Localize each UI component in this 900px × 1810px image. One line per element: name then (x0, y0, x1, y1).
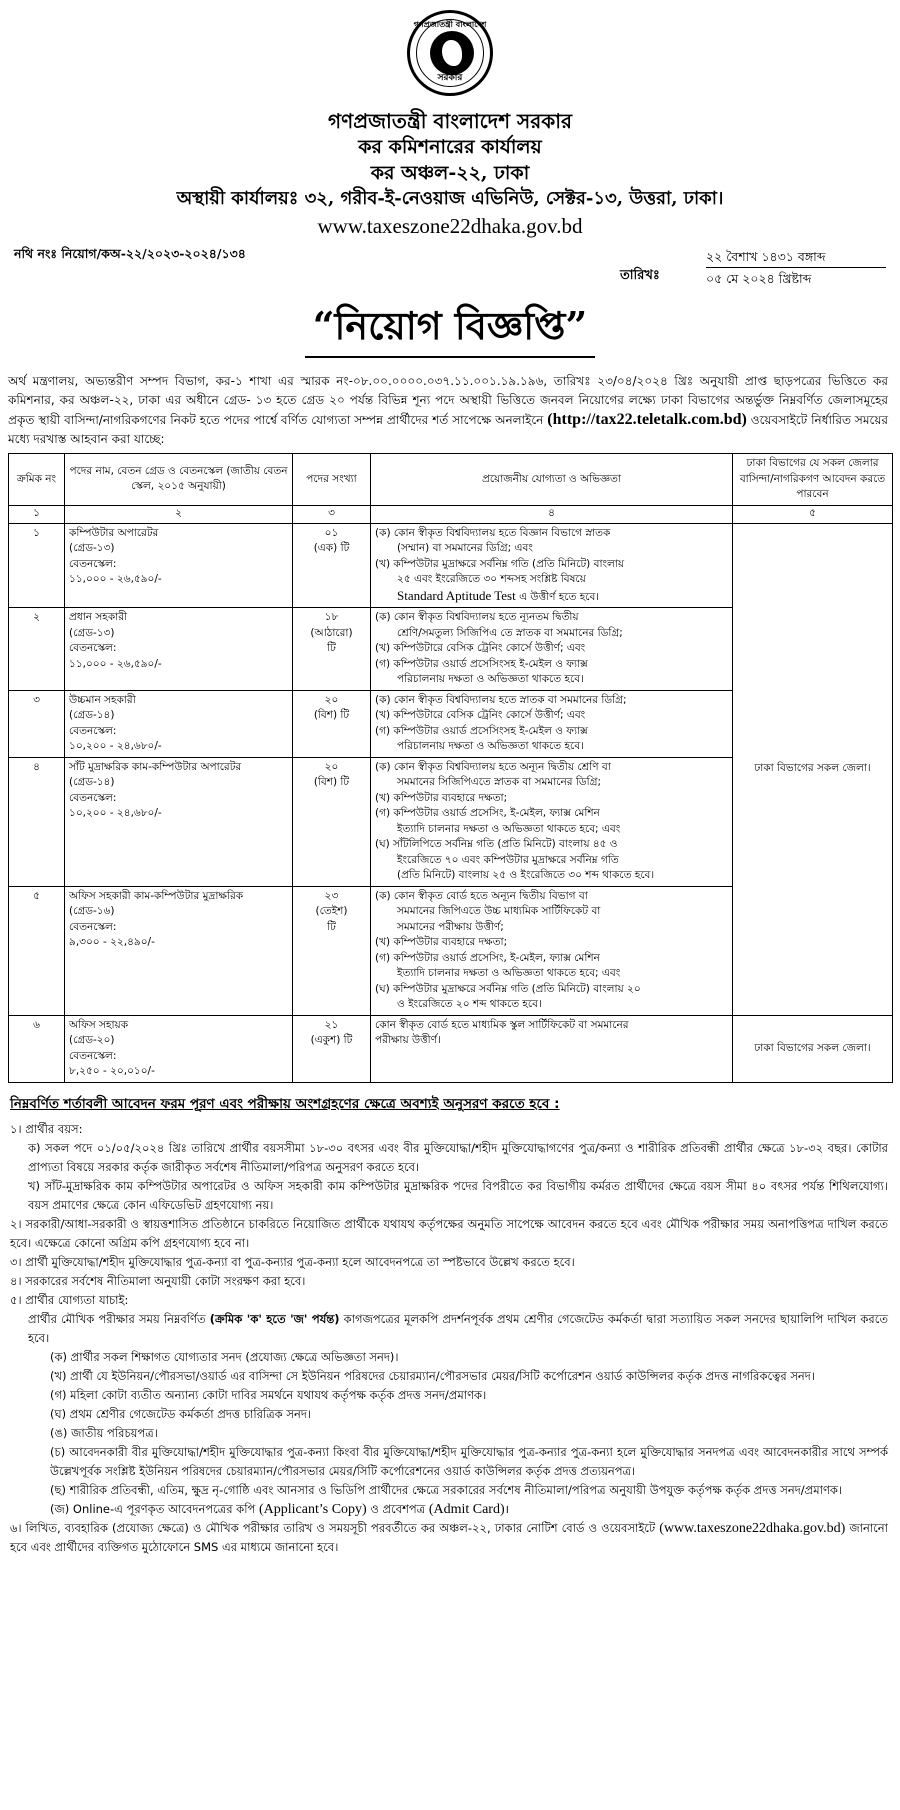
c6-c: জানানো হবে এবং প্রার্থীদের ব্যক্তিগত মুঠোফোনে SMS এর মাধ্যমে জানানো হবে। (10, 1520, 888, 1554)
post-grade: (গ্রেড-২০) (69, 1034, 115, 1046)
col-header-count: পদের সংখ্যা (293, 454, 371, 506)
qualification-line: (ক) কোন স্বীকৃত বিশ্ববিদ্যালয় হতে বিজ্ঞান বিভাগে স্নাতক (375, 526, 611, 539)
qualification-line: (সম্মান) বা সমমানের ডিগ্রি; এবং (397, 542, 533, 554)
qualification-line: ২৫ এবং ইংরেজিতে ৩০ শব্দসহ সংশ্লিষ্ট বিষয়ে (397, 573, 586, 585)
post-count-words: (এক) টি (313, 542, 350, 554)
row-post (65, 757, 293, 886)
header-website: www.taxeszone22dhaka.gov.bd (317, 214, 583, 238)
row-qualification (371, 608, 733, 691)
qualification-latin: Standard Aptitude Test (397, 587, 516, 603)
conditions-title: নিম্নবর্ণিত শর্তাবলী আবেদন ফরম পূরণ এবং পরীক্ষায় অংশগ্রহণের ক্ষেত্রে অবশ্যই অনুসরণ করতে হবে : (10, 1095, 560, 1112)
qualification-line: (খ) কম্পিউটারে বেসিক ট্রেনিং কোর্সে উত্তীর্ণ; এবং (375, 709, 586, 721)
intro-text-end: ওয়েবসাইটে নির্ধারিত সময়ের মধ্যে দরখাস্ত আহবান করা যাচ্ছে: (8, 413, 888, 446)
qualification-line: (খ) কম্পিউটারে বেসিক ট্রেনিং কোর্সে উত্তীর্ণ; এবং (375, 642, 586, 654)
table-row (9, 1015, 893, 1082)
post-count: ০১ (324, 526, 339, 539)
seal-bottom-text: সরকার (437, 73, 463, 83)
letterhead (0, 10, 900, 240)
header-office: কর কমিশনারের কার্যালয় (358, 136, 542, 158)
post-scale-label: বেতনস্কেল: (69, 642, 117, 654)
post-scale: ৮,২৫০ - ২০,০১০/- (69, 1065, 155, 1077)
qualification-line: ইত্যাদি চালনার দক্ষতা ও অভিজ্ঞতা থাকতে হবে; এবং (397, 822, 621, 835)
post-scale-label: বেতনস্কেল: (69, 557, 117, 570)
row-serial: ৬ (9, 1015, 65, 1082)
qualification-line: (ঘ) কম্পিউটার মুদ্রাক্ষরে সর্বনিম্ন গতি (প্রতি মিনিটে) বাংলায় ২০ (375, 982, 641, 995)
post-grade: (গ্রেড-১৪) (69, 776, 115, 788)
post-grade: (গ্রেড-১৪) (69, 709, 115, 721)
row-serial: ১ (9, 523, 65, 608)
posts-table (8, 453, 893, 1083)
row-count (293, 757, 371, 886)
qualification-line: (ক) কোন স্বীকৃত বিশ্ববিদ্যালয় হতে স্নাতক বা সমমানের ডিগ্রি; (375, 693, 627, 706)
post-count-unit: টি (327, 642, 336, 654)
col-number: ৫ (733, 505, 893, 523)
col-header-post: পদের নাম, বেতন গ্রেড ও বেতনস্কেল (জাতীয় বেতন স্কেল, ২০১৫ অনুযায়ী) (65, 454, 293, 506)
condition-item: ১। প্রার্থীর বয়স: (10, 1121, 83, 1136)
post-scale-label: বেতনস্কেল: (69, 920, 117, 933)
row-qualification (371, 1015, 733, 1082)
document-item: (গ) মহিলা কোটা ব্যতীত অন্যান্য কোটা দাবির সমর্থনে যথাযথ কর্তৃপক্ষ কর্তৃক প্রদত্ত সনদ/প্রমাণক। (50, 1387, 487, 1402)
qualification-line: ইত্যাদি চালনার দক্ষতা ও অভিজ্ঞতা থাকতে হবে; এবং (397, 967, 621, 979)
row-count (293, 608, 371, 691)
post-scale: ১১,০০০ - ২৬,৫৯০/- (69, 573, 162, 585)
post-grade: (গ্রেড-১৬) (69, 905, 115, 917)
row-qualification (371, 886, 733, 1015)
c5j-d: (Admit Card) (428, 1501, 505, 1517)
row-qualification (371, 523, 733, 608)
post-grade: (গ্রেড-১৩) (69, 626, 115, 639)
c5j-a: (জ) Online-এ পূরণকৃত আবেদনপত্রের কপি (50, 1501, 259, 1516)
date-bangla: ২২ বৈশাখ ১৪৩১ বঙ্গাব্দ (706, 246, 886, 268)
header-government: গণপ্রজাতন্ত্রী বাংলাদেশ সরকার (328, 109, 572, 133)
col-header-serial: ক্রমিক নং (9, 454, 65, 506)
post-count: ১৮ (324, 611, 339, 623)
qualification-line: সমমানের পরীক্ষায় উত্তীর্ণ; (397, 920, 504, 933)
col-header-qualification: প্রয়োজনীয় যোগ্যতা ও অভিজ্ঞতা (371, 454, 733, 506)
condition-subitem: খ) সাঁট-মুদ্রাক্ষরিক কাম কম্পিউটার অপারেটর ও অফিস সহকারী কাম কম্পিউটার মুদ্রাক্ষরিক পদের বিপরীতে কর বিভাগীয় কর্মরত প্রার্থীদের ক্ষেত্রে বয়স সীমা ৪০ বৎসর পর্যন্ত শিথিলযোগ্য। বয়স প্রমাণের ক্ষেত্রে কোন এফিডেভিট গ্রহণযোগ্য নয়। (28, 1178, 888, 1212)
header-address: অস্থায়ী কার্যালয়ঃ ৩২, গরীব-ই-নেওয়াজ এভিনিউ, সেক্টর-১৩, উত্তরা, ঢাকা। (176, 188, 724, 209)
post-count-unit: টি (327, 920, 336, 933)
qualification-line: (গ) কম্পিউটার ওয়ার্ড প্রসেসিং, ই-মেইল, ফ্যাক্স মেশিন (375, 807, 600, 819)
row-serial: ৩ (9, 690, 65, 757)
c5j-b: (Applicant’s Copy) (258, 1501, 367, 1517)
c5j-c: ও প্রবেশপত্র (366, 1501, 429, 1516)
qualification-line: পরিচালনায় দক্ষতা ও অভিজ্ঞতা থাকতে হবে। (397, 740, 584, 752)
post-count: ২০ (324, 760, 339, 773)
post-name: কম্পিউটার অপারেটর (69, 526, 159, 539)
qualification-line: সমমানের জিপিএতে উচ্চ মাধ্যমিক সার্টিফিকেট বা (397, 905, 601, 917)
qualification-line: সমমানের সিজিপিএতে স্নাতক বা সমমানের ডিগ্রি; (397, 776, 601, 788)
condition-item (10, 1519, 888, 1557)
row-district-group: ঢাকা বিভাগের সকল জেলা। (733, 523, 893, 1015)
row-qualification (371, 757, 733, 886)
qualification-line: পরিচালনায় দক্ষতা ও অভিজ্ঞতা থাকতে হবে। (397, 673, 584, 685)
row-qualification (371, 690, 733, 757)
c5-intro-a: প্রার্থীর মৌখিক পরীক্ষার সময় নিম্নবর্ণিত (28, 1311, 210, 1326)
conditions-list (10, 1120, 888, 1557)
qualification-line (375, 588, 728, 606)
document-item: (ছ) শারীরিক প্রতিবন্ধী, এতিম, ক্ষুদ্র নৃ-গোষ্ঠি এবং আনসার ও ভিডিপি প্রার্থীদের ক্ষেত্রে সরকারের সর্বশেষ নীতিমালা/পরিপত্র অনুযায়ী উপযুক্ত কর্তৃপক্ষ কর্তৃক প্রদত্ত সনদ/প্রমাণক। (50, 1482, 843, 1497)
row-post (65, 1015, 293, 1082)
c6-a: ৬। লিখিত, ব্যবহারিক (প্রযোজ্য ক্ষেত্রে) ও মৌখিক পরীক্ষার তারিখ ও সময়সূচী পরবর্তীতে কর অঞ্চল-২২, ঢাকার নোটিশ বোর্ড ও ওয়েবসাইটে (10, 1520, 660, 1535)
row-post (65, 886, 293, 1015)
date-box (706, 246, 886, 289)
qualification-line: শ্রেণি/সমতুল্য সিজিপিএ তে স্নাতক বা সমমানের ডিগ্রি; (397, 626, 623, 639)
qualification-line: (ক) কোন স্বীকৃত বোর্ড হতে অন্যূন দ্বিতীয় বিভাগ বা (375, 889, 588, 902)
condition-subitem (10, 1310, 888, 1348)
document-item (10, 1500, 888, 1519)
document-item: (খ) প্রার্থী যে ইউনিয়ন/পৌরসভা/ওয়ার্ড এর বাসিন্দা সে ইউনিয়ন পরিষদের চেয়ারম্যান/পৌরসভার মেয়র/সিটি কর্পোরেশন ওয়ার্ড কাউন্সিলর কর্তৃক প্রদত্ত নাগরিকত্বের সনদ। (50, 1368, 815, 1383)
post-name: অফিস সহকারী কাম-কম্পিউটার মুদ্রাক্ষরিক (69, 889, 244, 902)
post-count-words: (বিশ) টি (313, 709, 350, 721)
intro-paragraph (8, 372, 888, 449)
condition-subitem: ক) সকল পদে ০১/০৫/২০২৪ খ্রিঃ তারিখে প্রার্থীর বয়সসীমা ১৮-৩০ বৎসর এবং বীর মুক্তিযোদ্ধা/শহীদ মুক্তিযোদ্ধাগণের পুত্র/কন্যা ও শারীরিক প্রতিবন্ধী প্রার্থীর ক্ষেত্রে ১৮-৩২ বছর। কোটার প্রাপ্যতা বিষয়ে সরকার কর্তৃক জারীকৃত সর্বশেষ নীতিমালা/পরিপত্র অনুসরণ করতে হবে। (28, 1140, 888, 1174)
post-name: উচ্চমান সহকারী (69, 693, 136, 706)
qualification-line-end: এ উত্তীর্ণ হতে হবে। (515, 590, 600, 603)
table-header-row (9, 454, 893, 506)
header-zone: কর অঞ্চল-২২, ঢাকা (370, 162, 530, 184)
document-item: (ঘ) প্রথম শ্রেণীর গেজেটেড কর্মকর্তা প্রদত্ত চারিত্রিক সনদ। (50, 1406, 311, 1421)
post-scale-label: বেতনস্কেল: (69, 1049, 117, 1062)
post-grade: (গ্রেড-১৩) (69, 542, 115, 554)
post-scale: ৯,৩০০ - ২২,৪৯০/- (69, 936, 155, 948)
post-count: ২৩ (324, 889, 339, 902)
row-count (293, 1015, 371, 1082)
post-scale-label: বেতনস্কেল: (69, 791, 117, 804)
row-district: ঢাকা বিভাগের সকল জেলা। (733, 1015, 893, 1082)
qualification-line: (গ) কম্পিউটার ওয়ার্ড প্রসেসিংসহ ই-মেইল ও ফ্যাক্স (375, 657, 588, 670)
qualification-line: পরীক্ষায় উত্তীর্ণ। (375, 1034, 441, 1046)
post-scale: ১০,২০০ - ২৪,৬৮০/- (69, 807, 162, 819)
document-item: (ক) প্রার্থীর সকল শিক্ষাগত যোগ্যতার সনদ (প্রযোজ্য ক্ষেত্রে অভিজ্ঞতা সনদ)। (50, 1349, 399, 1364)
row-count (293, 886, 371, 1015)
qualification-line: (গ) কম্পিউটার ওয়ার্ড প্রসেসিংসহ ই-মেইল ও ফ্যাক্স (375, 724, 588, 737)
qualification-line: (খ) কম্পিউটার ব্যবহারে দক্ষতা; (375, 791, 508, 804)
post-count-words: (একুশ) টি (310, 1034, 353, 1046)
condition-item: ৩। প্রার্থী মুক্তিযোদ্ধা/শহীদ মুক্তিযোদ্ধার পুত্র-কন্যা বা পুত্র-কন্যার পুত্র-কন্যা হলে আবেদনপত্রে তা স্পষ্টভাবে উল্লেখ করতে হবে। (10, 1254, 575, 1269)
qualification-line: ও ইংরেজিতে ২০ শব্দ থাকতে হবে। (397, 998, 542, 1010)
row-serial: ৪ (9, 757, 65, 886)
document-item: (চ) আবেদনকারী বীর মুক্তিযোদ্ধা/শহীদ মুক্তিযোদ্ধার পুত্র-কন্যা কিংবা বীর মুক্তিযোদ্ধা/শহীদ মুক্তিযোদ্ধার পুত্র-কন্যার পুত্র-কন্যা হলে মুক্তিযোদ্ধার সনদপত্র এবং আবেদনকারীর সাথে সম্পর্ক উল্লেখপূর্বক সংশ্লিষ্ট ইউনিয়ন পরিষদের চেয়ারম্যান/পৌরসভার মেয়র/সিটি কর্পোরেশনের ওয়ার্ড কাউন্সিলর কর্তৃক প্রদত্ত প্রত্যয়নপত্র। (50, 1444, 888, 1478)
post-scale: ১০,২০০ - ২৪,৬৮০/- (69, 740, 162, 752)
qualification-line: (প্রতি মিনিটে) বাংলায় ২৫ ও ইংরেজিতে ৩০ শব্দ থাকতে হবে। (397, 869, 655, 881)
reference-number: নথি নংঃ নিয়োগ/কঅ-২২/২০২৩-২০২৪/১৩৪ (14, 246, 246, 261)
c6-website: (www.taxeszone22dhaka.gov.bd) (659, 1520, 846, 1536)
notice-title-wrap (0, 302, 900, 358)
post-count: ২১ (324, 1018, 339, 1031)
post-scale-label: বেতনস্কেল: (69, 724, 117, 737)
notice-title: “নিয়োগ বিজ্ঞপ্তি” (305, 302, 596, 358)
row-post (65, 608, 293, 691)
date-label: তারিখঃ (620, 268, 660, 283)
row-count (293, 690, 371, 757)
qualification-line: (ক) কোন স্বীকৃত বিশ্ববিদ্যালয় হতে অন্যূন দ্বিতীয় শ্রেণি বা (375, 760, 611, 773)
government-seal-icon (407, 10, 493, 96)
qualification-line: (খ) কম্পিউটার ব্যবহারে দক্ষতা; (375, 936, 508, 948)
application-url: (http://tax22.teletalk.com.bd) (547, 411, 747, 428)
col-number: ৪ (371, 505, 733, 523)
post-name: অফিস সহায়ক (69, 1018, 129, 1031)
c5j-e: । (504, 1501, 509, 1516)
intro-text: অর্থ মন্ত্রণালয়, অভ্যন্তরীণ সম্পদ বিভাগ, কর-১ শাখা এর স্মারক নং-০৮.০০.০০০০.০৩৭.১১.০০১.১৯.১৯৬, তারিখঃ ২৩/০৪/২০২৪ খ্রিঃ অনুযায়ী প্রাপ্ত ছাড়পত্রের ভিত্তিতে কর কমিশনার, কর অঞ্চল-২২, ঢাকা এর অধীনে গ্রেড- ১৩ হতে গ্রেড ২০ পর্যন্ত বিভিন্ন শূন্য পদে অস্থায়ী ভিত্তিতে জনবল নিয়োগের লক্ষ্যে ঢাকা বিভাগের অন্তর্ভুক্ত নিম্নবর্ণিত জেলাসমূহের প্রকৃত স্থায়ী বাসিন্দা/নাগরিকগণের নিকট হতে পদের পার্শ্বে বর্ণিত যোগ্যতা সম্পন্ন প্রার্থীদের শর্ত সাপেক্ষে অনলাইনে (8, 374, 888, 427)
seal-top-text: গণপ্রজাতন্ত্রী বাংলাদেশ (413, 20, 487, 29)
document-item: (ঙ) জাতীয় পরিচয়পত্র। (50, 1425, 158, 1440)
post-count-words: (বিশ) টি (313, 776, 350, 788)
qualification-line: ইংরেজিতে ৭০ এবং কম্পিউটার মুদ্রাক্ষরে সর্বনিম্ন গতি (397, 853, 619, 866)
row-post (65, 690, 293, 757)
post-count-words: (আঠারো) (310, 626, 353, 639)
qualification-line: (গ) কম্পিউটার ওয়ার্ড প্রসেসিং, ই-মেইল, ফ্যাক্স মেশিন (375, 951, 600, 964)
c5-intro-c: কাগজপত্রের মূলকপি প্রদর্শনপূর্বক প্রথম শ্রেণীর গেজেটেড কর্মকর্তা দ্বারা সত্যায়িত সকল সনদের ছায়ালিপি দাখিল করতে হবে। (28, 1311, 888, 1345)
post-name: সাঁট মুদ্রাক্ষরিক কাম-কম্পিউটার অপারেটর (69, 760, 242, 773)
col-header-district: ঢাকা বিভাগের যে সকল জেলার বাসিন্দা/নাগরিকগণ আবেদন করতে পারবেন (733, 454, 893, 506)
date-english: ০৫ মে ২০২৪ খ্রিষ্টাব্দ (706, 271, 812, 286)
qualification-line: (ঘ) সাঁটলিপিতে সর্বনিম্ন গতি (প্রতি মিনিটে) বাংলায় ৪৫ ও (375, 838, 618, 850)
table-row (9, 523, 893, 608)
post-scale: ১১,০০০ - ২৬,৫৯০/- (69, 657, 162, 670)
row-post (65, 523, 293, 608)
row-serial: ৫ (9, 886, 65, 1015)
table-number-row (9, 505, 893, 523)
condition-item: ৫। প্রার্থীর যোগ্যতা যাচাই: (10, 1292, 129, 1307)
qualification-line: (ক) কোন স্বীকৃত বিশ্ববিদ্যালয় হতে ন্যূনতম দ্বিতীয় (375, 611, 579, 623)
col-number: ৩ (293, 505, 371, 523)
condition-item: ৪। সরকারের সর্বশেষ নীতিমালা অনুযায়ী কোটা সংরক্ষণ করা হবে। (10, 1273, 306, 1288)
post-name: প্রধান সহকারী (69, 611, 127, 623)
reference-row (0, 246, 900, 304)
qualification-line: কোন স্বীকৃত বোর্ড হতে মাধ্যমিক স্কুল সার্টিফিকেট বা সমমানের (375, 1018, 629, 1031)
row-count (293, 523, 371, 608)
c5-intro-b: (ক্রমিক 'ক' হতে 'জ' পর্যন্ত) (209, 1311, 340, 1326)
post-count: ২০ (324, 693, 339, 706)
col-number: ২ (65, 505, 293, 523)
col-number: ১ (9, 505, 65, 523)
condition-item: ২। সরকারী/আধা-সরকারী ও স্বায়ত্তশাসিত প্রতিষ্ঠানে চাকরিতে নিয়োজিত প্রার্থীকে যথাযথ কর্তৃপক্ষের অনুমতি সাপেক্ষে আবেদন করতে হবে এবং মৌখিক পরীক্ষার সময় অনাপত্তিপত্র দাখিল করতে হবে। এক্ষেত্রে কোনো অগ্রিম কপি গ্রহণযোগ্য হবে না। (10, 1216, 888, 1250)
post-count-words: (তেইশ) (315, 905, 348, 917)
qualification-line: (খ) কম্পিউটার মুদ্রাক্ষরে সর্বনিম্ন গতি (প্রতি মিনিটে) বাংলায় (375, 557, 625, 570)
row-serial: ২ (9, 608, 65, 691)
